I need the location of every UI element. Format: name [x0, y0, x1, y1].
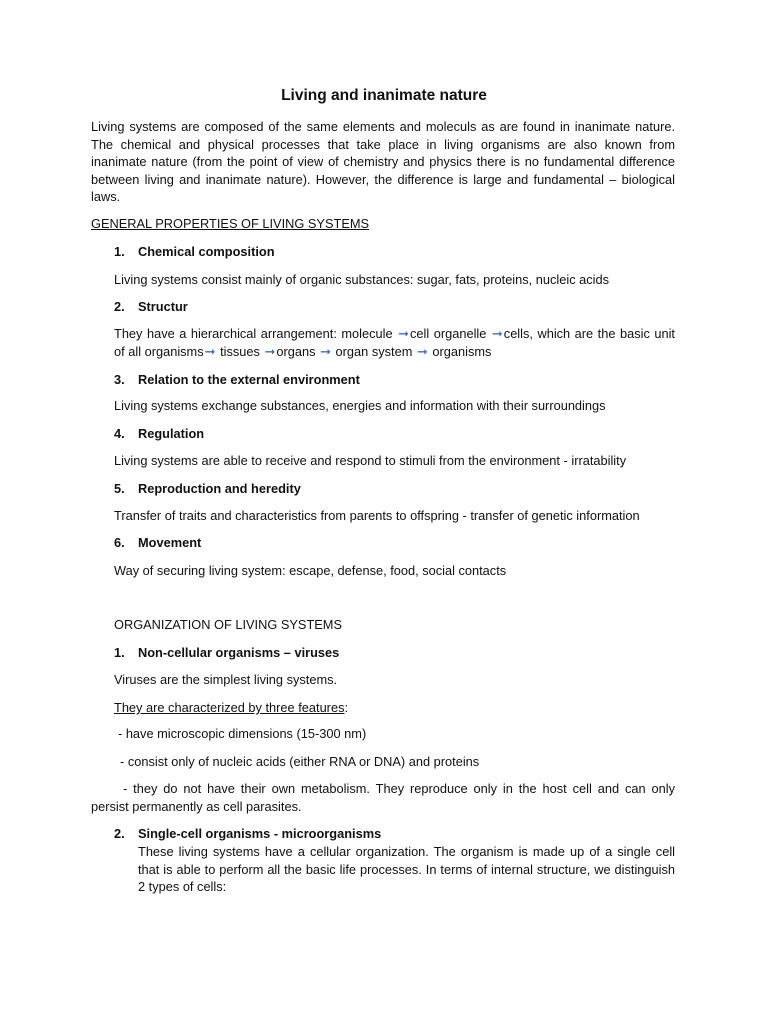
property-2-text [114, 325, 675, 360]
arrow-right-icon: ➞ [491, 326, 503, 341]
property-2-heading [114, 298, 188, 316]
arrow-right-icon: ➞ [416, 343, 428, 359]
document-title: Living and inanimate nature [281, 87, 487, 104]
property-6-heading [114, 534, 201, 552]
section-heading-organization: ORGANIZATION OF LIVING SYSTEMS [114, 617, 343, 632]
structure-text-part1: They have a hierarchical arrangement: molecule [114, 326, 398, 341]
property-4-heading [114, 425, 204, 443]
feature-item-1: - have microscopic dimensions (15-300 nm) [118, 726, 367, 741]
org-2-title: Single-cell organisms - microorganisms [138, 826, 382, 841]
property-1-heading [114, 243, 275, 261]
property-6-text: Way of securing living system: escape, defense, food, social contacts [114, 563, 507, 578]
arrow-right-icon: ➞ [320, 343, 331, 359]
feature-item-3: - they do not have their own metabolism. They reproduce only in the host cell and can only persist permanently as cell parasites. [91, 781, 675, 814]
structure-text-part6: organ system [331, 343, 416, 359]
feature-item-2: - consist only of nucleic acids (either RNA or DNA) and proteins [120, 754, 480, 769]
section-heading-general-properties: GENERAL PROPERTIES OF LIVING SYSTEMS [91, 216, 370, 231]
property-5-heading [114, 480, 301, 498]
structure-text-part5: organs [276, 343, 320, 359]
structure-text-part4: tissues [216, 343, 264, 359]
property-3-number: 3. [114, 372, 125, 387]
property-6-number: 6. [114, 535, 125, 550]
property-5-title: Reproduction and heredity [138, 481, 301, 496]
property-1-number: 1. [114, 244, 125, 259]
property-5-text: Transfer of traits and characteristics from parents to offspring - transfer of genetic information [114, 508, 640, 523]
property-2-title: Structur [138, 299, 188, 314]
property-4-text: Living systems are able to receive and respond to stimuli from the environment - irratability [114, 453, 627, 468]
org-2-text: These living systems have a cellular organization. The organism is made up of a single cell that is able to perform all the basic life processes. In terms of internal structure, we distinguish 2 types of cells: [138, 844, 675, 895]
structure-text-part2: cell organelle [410, 326, 491, 341]
org-2-heading [114, 825, 381, 843]
property-3-text: Living systems exchange substances, energies and information with their surroundings [114, 398, 606, 413]
property-3-title: Relation to the external environment [138, 372, 360, 387]
org-1-text: Viruses are the simplest living systems. [114, 672, 338, 687]
org-2-number: 2. [114, 826, 125, 841]
property-4-number: 4. [114, 426, 125, 441]
intro-paragraph: Living systems are composed of the same elements and moleculs as are found in inanimate nature. The chemical and physical processes that take place in living organisms are also known from inanimate nature (from the point of view of chemistry and physics there is no fundamental difference between living and inanimate nature). However, the difference is large and fundamental – biological laws. [91, 119, 675, 205]
property-5-number: 5. [114, 481, 125, 496]
property-3-heading [114, 371, 360, 389]
structure-text-part3: cells, which are the basic unit of all organisms [114, 326, 675, 359]
features-intro-colon: : [344, 700, 349, 715]
org-1-features-intro [114, 699, 675, 717]
arrow-right-icon: ➞ [204, 343, 216, 359]
structure-text-part7: organisms [428, 343, 492, 359]
org-1-title: Non-cellular organisms – viruses [138, 645, 340, 660]
property-1-title: Chemical composition [138, 244, 275, 259]
org-1-number: 1. [114, 645, 125, 660]
property-4-title: Regulation [138, 426, 205, 441]
arrow-right-icon: ➞ [398, 326, 410, 341]
property-2-number: 2. [114, 299, 125, 314]
features-intro-text: They are characterized by three features [114, 700, 345, 715]
property-6-title: Movement [138, 535, 202, 550]
org-1-heading [114, 644, 339, 662]
arrow-right-icon: ➞ [264, 343, 276, 359]
property-1-text: Living systems consist mainly of organic substances: sugar, fats, proteins, nucleic acids [114, 272, 610, 287]
